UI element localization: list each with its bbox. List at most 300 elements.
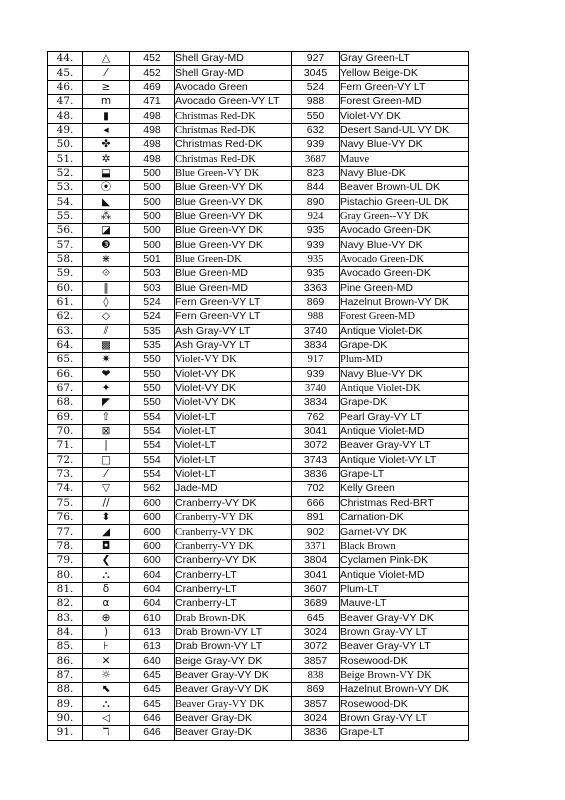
secondary-floss-code: 762 xyxy=(292,410,340,424)
secondary-floss-name: Brown Gray-VY LT xyxy=(340,625,469,639)
secondary-floss-code: 869 xyxy=(292,683,340,697)
row-number: 49. xyxy=(48,123,83,137)
secondary-floss-name: Avocado Green-DK xyxy=(340,267,469,281)
table-row xyxy=(48,152,469,166)
row-number: 80. xyxy=(48,568,83,582)
primary-floss-code: 600 xyxy=(130,554,175,568)
row-number: 83. xyxy=(48,611,83,625)
primary-floss-code: 550 xyxy=(130,353,175,367)
row-number: 82. xyxy=(48,597,83,611)
stitch-symbol-icon: ⋇ xyxy=(83,252,130,266)
stitch-symbol-icon: ✦ xyxy=(83,381,130,395)
stitch-symbol-icon: ❮ xyxy=(83,554,130,568)
primary-floss-code: 554 xyxy=(130,424,175,438)
secondary-floss-name: Carnation-DK xyxy=(340,511,469,525)
stitch-symbol-icon: ⊦ xyxy=(83,640,130,654)
secondary-floss-code: 3607 xyxy=(292,582,340,596)
secondary-floss-code: 924 xyxy=(292,209,340,223)
primary-floss-code: 535 xyxy=(130,338,175,352)
row-number: 47. xyxy=(48,95,83,109)
stitch-symbol-icon: ⁄ xyxy=(83,467,130,481)
row-number: 89. xyxy=(48,697,83,711)
primary-floss-code: 535 xyxy=(130,324,175,338)
secondary-floss-name: Hazelnut Brown-VY DK xyxy=(340,295,469,309)
table-row xyxy=(48,711,469,725)
stitch-symbol-icon: ◇ xyxy=(83,310,130,324)
secondary-floss-code: 823 xyxy=(292,166,340,180)
table-row xyxy=(48,611,469,625)
secondary-floss-code: 3834 xyxy=(292,338,340,352)
stitch-symbol-icon: ◣ xyxy=(83,195,130,209)
table-row xyxy=(48,80,469,94)
primary-floss-code: 613 xyxy=(130,625,175,639)
table-row xyxy=(48,554,469,568)
table-row xyxy=(48,410,469,424)
secondary-floss-name: Grape-DK xyxy=(340,396,469,410)
row-number: 75. xyxy=(48,496,83,510)
primary-floss-code: 498 xyxy=(130,109,175,123)
row-number: 54. xyxy=(48,195,83,209)
row-number: 74. xyxy=(48,482,83,496)
primary-floss-code: 554 xyxy=(130,410,175,424)
secondary-floss-code: 3857 xyxy=(292,697,340,711)
row-number: 50. xyxy=(48,138,83,152)
primary-floss-code: 498 xyxy=(130,138,175,152)
primary-floss-name: Violet-LT xyxy=(175,410,292,424)
secondary-floss-name: Gray Green-LT xyxy=(340,52,469,66)
primary-floss-code: 550 xyxy=(130,396,175,410)
primary-floss-name: Avocado Green-VY LT xyxy=(175,95,292,109)
table-row xyxy=(48,453,469,467)
primary-floss-code: 503 xyxy=(130,281,175,295)
secondary-floss-name: Mauve xyxy=(340,152,469,166)
row-number: 73. xyxy=(48,467,83,481)
row-number: 52. xyxy=(48,166,83,180)
primary-floss-code: 562 xyxy=(130,482,175,496)
primary-floss-name: Beaver Gray-VY DK xyxy=(175,683,292,697)
primary-floss-name: Blue Green-MD xyxy=(175,281,292,295)
row-number: 79. xyxy=(48,554,83,568)
primary-floss-name: Cranberry-LT xyxy=(175,597,292,611)
secondary-floss-name: Violet-VY DK xyxy=(340,109,469,123)
stitch-symbol-icon: | xyxy=(83,439,130,453)
secondary-floss-code: 891 xyxy=(292,511,340,525)
table-row xyxy=(48,295,469,309)
stitch-symbol-icon: △ xyxy=(83,52,130,66)
table-row xyxy=(48,324,469,338)
secondary-floss-code: 3740 xyxy=(292,381,340,395)
primary-floss-name: Cranberry-VY DK xyxy=(175,511,292,525)
stitch-symbol-icon: ❸ xyxy=(83,238,130,252)
table-row xyxy=(48,238,469,252)
secondary-floss-name: Pistachio Green-UL DK xyxy=(340,195,469,209)
table-row xyxy=(48,683,469,697)
table-row xyxy=(48,123,469,137)
secondary-floss-code: 3041 xyxy=(292,424,340,438)
primary-floss-name: Cranberry-VY DK xyxy=(175,554,292,568)
table-row xyxy=(48,654,469,668)
secondary-floss-name: Navy Blue-VY DK xyxy=(340,138,469,152)
secondary-floss-code: 3689 xyxy=(292,597,340,611)
row-number: 71. xyxy=(48,439,83,453)
primary-floss-code: 550 xyxy=(130,367,175,381)
secondary-floss-code: 3024 xyxy=(292,711,340,725)
secondary-floss-name: Beaver Gray-VY DK xyxy=(340,611,469,625)
table-row xyxy=(48,281,469,295)
primary-floss-name: Beige Gray-VY DK xyxy=(175,654,292,668)
stitch-symbol-icon: ◂ xyxy=(83,123,130,137)
primary-floss-name: Blue Green-VY DK xyxy=(175,181,292,195)
stitch-symbol-icon: ⬉ xyxy=(83,683,130,697)
row-number: 44. xyxy=(48,52,83,66)
secondary-floss-name: Antique Violet-MD xyxy=(340,424,469,438)
secondary-floss-name: Kelly Green xyxy=(340,482,469,496)
primary-floss-code: 524 xyxy=(130,295,175,309)
primary-floss-code: 500 xyxy=(130,224,175,238)
secondary-floss-name: Plum-MD xyxy=(340,353,469,367)
primary-floss-name: Violet-VY DK xyxy=(175,367,292,381)
primary-floss-name: Fern Green-VY LT xyxy=(175,295,292,309)
row-number: 48. xyxy=(48,109,83,123)
table-row xyxy=(48,697,469,711)
color-blend-table xyxy=(47,51,469,741)
table-row xyxy=(48,195,469,209)
table-row xyxy=(48,310,469,324)
row-number: 64. xyxy=(48,338,83,352)
stitch-symbol-icon: ◊ xyxy=(83,295,130,309)
primary-floss-name: Violet-VY DK xyxy=(175,353,292,367)
stitch-symbol-icon: ⟐ xyxy=(83,267,130,281)
primary-floss-code: 604 xyxy=(130,582,175,596)
table-row xyxy=(48,95,469,109)
secondary-floss-name: Grape-LT xyxy=(340,726,469,740)
primary-floss-name: Ash Gray-VY LT xyxy=(175,338,292,352)
table-row xyxy=(48,166,469,180)
secondary-floss-code: 935 xyxy=(292,267,340,281)
primary-floss-code: 600 xyxy=(130,525,175,539)
stitch-symbol-icon: ◤ xyxy=(83,396,130,410)
table-row xyxy=(48,625,469,639)
table-row xyxy=(48,568,469,582)
secondary-floss-code: 927 xyxy=(292,52,340,66)
row-number: 62. xyxy=(48,310,83,324)
row-number: 60. xyxy=(48,281,83,295)
secondary-floss-code: 917 xyxy=(292,353,340,367)
secondary-floss-name: Beaver Gray-VY LT xyxy=(340,439,469,453)
row-number: 91. xyxy=(48,726,83,740)
stitch-symbol-icon: ⁄ xyxy=(83,66,130,80)
primary-floss-code: 554 xyxy=(130,467,175,481)
secondary-floss-code: 935 xyxy=(292,252,340,266)
stitch-symbol-icon: ) xyxy=(83,625,130,639)
table-row xyxy=(48,511,469,525)
primary-floss-code: 500 xyxy=(130,181,175,195)
row-number: 63. xyxy=(48,324,83,338)
primary-floss-name: Violet-LT xyxy=(175,424,292,438)
stitch-symbol-icon: ⬓ xyxy=(83,166,130,180)
secondary-floss-name: Christmas Red-BRT xyxy=(340,496,469,510)
table-row xyxy=(48,181,469,195)
primary-floss-name: Drab Brown-DK xyxy=(175,611,292,625)
row-number: 78. xyxy=(48,539,83,553)
stitch-symbol-icon: ◘ xyxy=(83,539,130,553)
secondary-floss-code: 3836 xyxy=(292,726,340,740)
stitch-symbol-icon: ⛬ xyxy=(83,568,130,582)
table-row xyxy=(48,525,469,539)
secondary-floss-name: Antique Violet-DK xyxy=(340,324,469,338)
stitch-symbol-icon: ⇧ xyxy=(83,410,130,424)
stitch-symbol-icon: ⊕ xyxy=(83,611,130,625)
secondary-floss-code: 988 xyxy=(292,310,340,324)
primary-floss-code: 604 xyxy=(130,597,175,611)
row-number: 58. xyxy=(48,252,83,266)
primary-floss-code: 524 xyxy=(130,310,175,324)
secondary-floss-name: Rosewood-DK xyxy=(340,697,469,711)
secondary-floss-name: Grape-LT xyxy=(340,467,469,481)
primary-floss-code: 471 xyxy=(130,95,175,109)
secondary-floss-name: Pearl Gray-VY LT xyxy=(340,410,469,424)
stitch-symbol-icon: ▩ xyxy=(83,338,130,352)
secondary-floss-code: 3041 xyxy=(292,568,340,582)
row-number: 76. xyxy=(48,511,83,525)
secondary-floss-code: 844 xyxy=(292,181,340,195)
secondary-floss-name: Pine Green-MD xyxy=(340,281,469,295)
row-number: 61. xyxy=(48,295,83,309)
secondary-floss-name: Gray Green--VY DK xyxy=(340,209,469,223)
primary-floss-name: Blue Green-VY DK xyxy=(175,166,292,180)
secondary-floss-name: Antique Violet-MD xyxy=(340,568,469,582)
secondary-floss-name: Grape-DK xyxy=(340,338,469,352)
secondary-floss-code: 3072 xyxy=(292,439,340,453)
primary-floss-name: Beaver Gray-VY DK xyxy=(175,697,292,711)
primary-floss-code: 498 xyxy=(130,123,175,137)
primary-floss-name: Christmas Red-DK xyxy=(175,138,292,152)
primary-floss-code: 645 xyxy=(130,668,175,682)
secondary-floss-code: 935 xyxy=(292,224,340,238)
row-number: 56. xyxy=(48,224,83,238)
row-number: 70. xyxy=(48,424,83,438)
table-row xyxy=(48,52,469,66)
table-row xyxy=(48,109,469,123)
primary-floss-code: 498 xyxy=(130,152,175,166)
table-row xyxy=(48,539,469,553)
stitch-symbol-icon: ⛬ xyxy=(83,697,130,711)
stitch-symbol-icon: ◪ xyxy=(83,224,130,238)
row-number: 65. xyxy=(48,353,83,367)
row-number: 77. xyxy=(48,525,83,539)
row-number: 67. xyxy=(48,381,83,395)
table-row xyxy=(48,209,469,223)
table-row xyxy=(48,267,469,281)
stitch-symbol-icon: □ xyxy=(83,453,130,467)
secondary-floss-name: Avocado Green-DK xyxy=(340,252,469,266)
primary-floss-name: Violet-LT xyxy=(175,439,292,453)
secondary-floss-code: 666 xyxy=(292,496,340,510)
secondary-floss-code: 3371 xyxy=(292,539,340,553)
secondary-floss-name: Antique Violet-DK xyxy=(340,381,469,395)
primary-floss-code: 500 xyxy=(130,195,175,209)
primary-floss-name: Christmas Red-DK xyxy=(175,152,292,166)
primary-floss-name: Blue Green-DK xyxy=(175,252,292,266)
primary-floss-code: 452 xyxy=(130,52,175,66)
primary-floss-code: 640 xyxy=(130,654,175,668)
table-row xyxy=(48,726,469,740)
primary-floss-name: Blue Green-VY DK xyxy=(175,238,292,252)
primary-floss-code: 469 xyxy=(130,80,175,94)
primary-floss-code: 550 xyxy=(130,381,175,395)
primary-floss-code: 554 xyxy=(130,439,175,453)
primary-floss-code: 600 xyxy=(130,496,175,510)
row-number: 59. xyxy=(48,267,83,281)
secondary-floss-code: 632 xyxy=(292,123,340,137)
secondary-floss-name: Black Brown xyxy=(340,539,469,553)
primary-floss-name: Blue Green-VY DK xyxy=(175,195,292,209)
secondary-floss-code: 550 xyxy=(292,109,340,123)
primary-floss-name: Ash Gray-VY LT xyxy=(175,324,292,338)
secondary-floss-name: Navy Blue-VY DK xyxy=(340,367,469,381)
table-row xyxy=(48,367,469,381)
row-number: 86. xyxy=(48,654,83,668)
table-row xyxy=(48,582,469,596)
primary-floss-name: Beaver Gray-DK xyxy=(175,711,292,725)
secondary-floss-name: Garnet-VY DK xyxy=(340,525,469,539)
primary-floss-code: 452 xyxy=(130,66,175,80)
row-number: 81. xyxy=(48,582,83,596)
primary-floss-code: 610 xyxy=(130,611,175,625)
primary-floss-name: Violet-VY DK xyxy=(175,381,292,395)
secondary-floss-code: 939 xyxy=(292,138,340,152)
secondary-floss-code: 3743 xyxy=(292,453,340,467)
primary-floss-name: Drab Brown-VY LT xyxy=(175,625,292,639)
stitch-symbol-icon: ‖ xyxy=(83,281,130,295)
primary-floss-code: 503 xyxy=(130,267,175,281)
table-row xyxy=(48,66,469,80)
primary-floss-name: Cranberry-LT xyxy=(175,568,292,582)
primary-floss-name: Blue Green-VY DK xyxy=(175,209,292,223)
row-number: 72. xyxy=(48,453,83,467)
table-row xyxy=(48,496,469,510)
secondary-floss-code: 645 xyxy=(292,611,340,625)
secondary-floss-name: Plum-LT xyxy=(340,582,469,596)
row-number: 66. xyxy=(48,367,83,381)
primary-floss-code: 600 xyxy=(130,539,175,553)
primary-floss-name: Cranberry-LT xyxy=(175,582,292,596)
secondary-floss-code: 838 xyxy=(292,668,340,682)
primary-floss-code: 500 xyxy=(130,166,175,180)
table-row xyxy=(48,381,469,395)
primary-floss-code: 600 xyxy=(130,511,175,525)
primary-floss-code: 500 xyxy=(130,238,175,252)
primary-floss-name: Cranberry-VY DK xyxy=(175,525,292,539)
primary-floss-name: Avocado Green xyxy=(175,80,292,94)
secondary-floss-name: Antique Violet-VY LT xyxy=(340,453,469,467)
stitch-symbol-icon: ⊠ xyxy=(83,424,130,438)
secondary-floss-code: 524 xyxy=(292,80,340,94)
secondary-floss-code: 3740 xyxy=(292,324,340,338)
table-row xyxy=(48,668,469,682)
table-row xyxy=(48,138,469,152)
row-number: 85. xyxy=(48,640,83,654)
row-number: 46. xyxy=(48,80,83,94)
secondary-floss-code: 902 xyxy=(292,525,340,539)
secondary-floss-code: 3363 xyxy=(292,281,340,295)
secondary-floss-name: Forest Green-MD xyxy=(340,95,469,109)
primary-floss-name: Christmas Red-DK xyxy=(175,123,292,137)
table-row xyxy=(48,224,469,238)
secondary-floss-code: 3857 xyxy=(292,654,340,668)
stitch-symbol-icon: ▮ xyxy=(83,109,130,123)
secondary-floss-code: 939 xyxy=(292,367,340,381)
secondary-floss-name: Forest Green-MD xyxy=(340,310,469,324)
stitch-symbol-icon: // xyxy=(83,496,130,510)
primary-floss-code: 646 xyxy=(130,726,175,740)
primary-floss-name: Violet-LT xyxy=(175,453,292,467)
stitch-symbol-icon: ▽ xyxy=(83,482,130,496)
row-number: 45. xyxy=(48,66,83,80)
table-row xyxy=(48,252,469,266)
primary-floss-name: Blue Green-VY DK xyxy=(175,224,292,238)
secondary-floss-name: Yellow Beige-DK xyxy=(340,66,469,80)
primary-floss-code: 501 xyxy=(130,252,175,266)
secondary-floss-code: 890 xyxy=(292,195,340,209)
primary-floss-name: Shell Gray-MD xyxy=(175,66,292,80)
stitch-symbol-icon: ✤ xyxy=(83,138,130,152)
stitch-symbol-icon: ⦿ xyxy=(83,181,130,195)
primary-floss-name: Fern Green-VY LT xyxy=(175,310,292,324)
row-number: 57. xyxy=(48,238,83,252)
primary-floss-name: Cranberry-VY DK xyxy=(175,539,292,553)
table-row xyxy=(48,640,469,654)
row-number: 90. xyxy=(48,711,83,725)
secondary-floss-code: 3687 xyxy=(292,152,340,166)
row-number: 84. xyxy=(48,625,83,639)
row-number: 55. xyxy=(48,209,83,223)
stitch-symbol-icon: ⬍ xyxy=(83,511,130,525)
secondary-floss-code: 3024 xyxy=(292,625,340,639)
secondary-floss-name: Hazelnut Brown-VY DK xyxy=(340,683,469,697)
primary-floss-code: 604 xyxy=(130,568,175,582)
stitch-symbol-icon: ℸ xyxy=(83,726,130,740)
row-number: 51. xyxy=(48,152,83,166)
stitch-symbol-icon: ◁ xyxy=(83,711,130,725)
secondary-floss-code: 3834 xyxy=(292,396,340,410)
secondary-floss-code: 869 xyxy=(292,295,340,309)
secondary-floss-code: 702 xyxy=(292,482,340,496)
primary-floss-code: 645 xyxy=(130,683,175,697)
stitch-symbol-icon: ≥ xyxy=(83,80,130,94)
primary-floss-code: 500 xyxy=(130,209,175,223)
table-row xyxy=(48,338,469,352)
stitch-symbol-icon: ✲ xyxy=(83,152,130,166)
table-row xyxy=(48,597,469,611)
primary-floss-name: Beaver Gray-VY DK xyxy=(175,668,292,682)
stitch-symbol-icon: α xyxy=(83,597,130,611)
table-row xyxy=(48,424,469,438)
secondary-floss-name: Beaver Brown-UL DK xyxy=(340,181,469,195)
secondary-floss-name: Avocado Green-DK xyxy=(340,224,469,238)
stitch-symbol-icon: ⫽ xyxy=(83,324,130,338)
primary-floss-code: 554 xyxy=(130,453,175,467)
table-row xyxy=(48,396,469,410)
secondary-floss-name: Navy Blue-VY DK xyxy=(340,238,469,252)
primary-floss-name: Cranberry-VY DK xyxy=(175,496,292,510)
secondary-floss-name: Cyclamen Pink-DK xyxy=(340,554,469,568)
secondary-floss-name: Mauve-LT xyxy=(340,597,469,611)
secondary-floss-name: Rosewood-DK xyxy=(340,654,469,668)
secondary-floss-name: Fern Green-VY LT xyxy=(340,80,469,94)
secondary-floss-code: 3836 xyxy=(292,467,340,481)
primary-floss-name: Jade-MD xyxy=(175,482,292,496)
